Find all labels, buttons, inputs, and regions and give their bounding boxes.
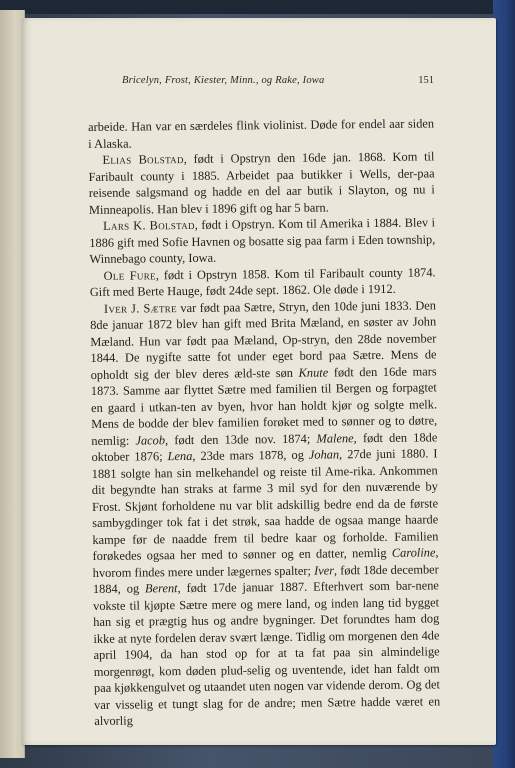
page-header: [62, 75, 434, 93]
text-run: , født i Opstryn 1858. Kom til Faribault county 1874. Gift med Berte Hauge, født 24de sept. 1862. Ole døde i 1912.: [89, 264, 436, 299]
child-name: Iver: [313, 562, 335, 578]
paragraph: [88, 148, 435, 218]
paragraph: [90, 297, 440, 730]
person-name: Elias Bolstad: [102, 152, 184, 167]
text-run: , 23de mars 1878, og: [192, 447, 309, 463]
text-run: , hvorom findes mere under lægernes spalter;: [92, 545, 439, 580]
person-name: Iver J. Sætre: [103, 300, 177, 316]
text-run: var født paa Sætre, Stryn, den 10de juni 1833. Den 8de januar 1872 blev han gift med Brita Mæland, en søster av John Mæland. Hun var født paa Mæland, Op-stryn, den 28de november 1844. De nygifte satte fot under eget bord paa Sætre. Mens de opholdt sig der blev deres æld-ste søn: [90, 297, 437, 382]
page-number: 151: [418, 75, 434, 86]
paragraph: [90, 264, 436, 301]
paragraph: [88, 115, 434, 152]
text-run: , født i Opstryn. Kom til Amerika i 1884. Blev i 1886 gift med Sofie Havnen og bosatte sig paa farm i Eden township, Winnebago county, Iowa.: [89, 215, 436, 266]
text-run: , født i Opstryn den 16de jan. 1868. Kom til Faribault county i 1885. Arbeidet paa butikker i Wells, der-paa reisende salgsmand og hadde en del aar butik i Slayton, og nu i Minneapolis. Han blev i 1896 gift og har 5 barn.: [88, 149, 435, 217]
child-name: Jacob: [135, 432, 166, 448]
child-name: Malene: [316, 430, 354, 446]
person-name: Ole Fure: [103, 267, 156, 283]
text-run: , født 18de december 1884, og: [92, 561, 439, 596]
text-run: arbeide. Han var en særdeles flink violinist. Døde for endel aar siden i Alaska.: [88, 116, 435, 151]
scanner-top-edge: [0, 0, 515, 14]
child-name: Berent: [144, 581, 178, 596]
body-text: [88, 115, 440, 729]
paragraph: [89, 214, 435, 267]
child-name: Lena: [167, 448, 193, 464]
text-run: , født 17de januar 1887. Efterhvert som bar-nene vokste til kjøpte Sætre mere og mere land, og inden lang tid bygget han sig et prægtig hus og andre bygninger. Det forundtes ham dog ikke at nyte fordelen derav svært længe. Tidlig om morgenen den 4de april 1904, da han stod op for at ta fat paa sin almindelige morgenrøgt, kom døden plud-selig og uventende, idet han faldt om paa kjøkkengulvet og utaandet uten nogen var vidende derom. Og det var visselig et tungt slag for de andre; men Sætre hadde været en alvorlig: [93, 578, 441, 728]
running-head: Bricelyn, Frost, Kiester, Minn., og Rake, Iowa: [122, 75, 325, 86]
child-name: Johan: [308, 447, 340, 462]
text-run: , 27de juni 1880. I 1881 solgte han sin melkehandel og reiste til Ame-rika. Ankommen dit begyndte han straks at farme 3 mil syd for den nuværende by Frost. Skjønt forholdene nu var blit adskillig bedre end da de første sambygdinger tok fat i det strøk, saa hadde de ogsaa mange haarde kampe før de naadde frem til bedre kaar og forholde. Familien forøkedes ogsaa her med to sønner og en datter, nemlig: [91, 446, 439, 563]
child-name: Knute: [298, 364, 329, 380]
text-run: , født den 13de nov. 1874;: [164, 431, 317, 447]
person-name: Lars K. Bolstad: [103, 217, 195, 233]
child-name: Caroline: [391, 545, 436, 560]
book-cover-edge: [493, 0, 515, 768]
text-run: , født den 18de oktober 1876;: [91, 429, 438, 464]
text-run: født den 16de mars 1873. Samme aar flyttet Sætre med familien til Bergen og forpagtet en gaard i utkan-ten av byen, hvor han holdt kjør og solgte melk. Mens de bodde der blev familien forøket med to sønner og to døtre, nemlig:: [90, 363, 438, 448]
